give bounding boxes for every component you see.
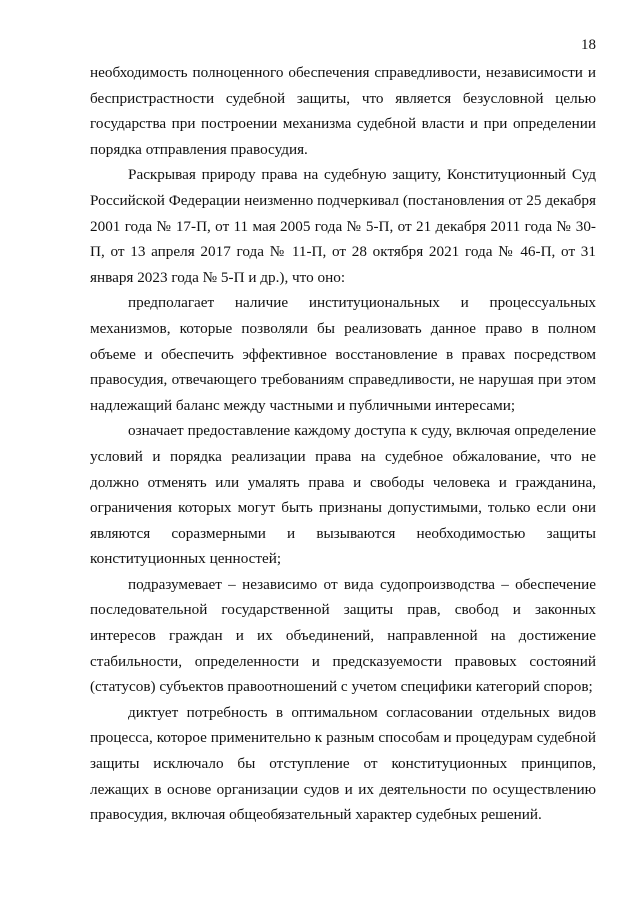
document-body: [90, 60, 596, 828]
paragraph-item-dictates: диктует потребность в оптимальном согласовании отдельных видов процесса, которое применительно к разным способам и процедурам судебной защиты исключало бы отступление от конституционных принципов, лежащих в основе организации судов и их деятельности по осуществлению правосудия, включая общеобязательный характер судебных решений.: [90, 703, 596, 824]
paragraph-intro: Раскрывая природу права на судебную защиту, Конституционный Суд Российской Федерации неизменно подчеркивал (постановления от 25 декабря 2001 года № 17-П, от 11 мая 2005 года № 5-П, от 21 декабря 2011 года № 30-П, от 13 апреля 2017 года № 11-П, от 28 октября 2021 года № 46-П, от 31 января 2023 года № 5-П и др.), что оно:: [90, 166, 596, 286]
paragraph-continued: необходимость полноценного обеспечения справедливости, независимости и беспристрастности судебной защиты, что является безусловной целью государства при построении механизма судебной власти и при определении порядка отправления правосудия.: [90, 64, 596, 158]
paragraph-item-implies: подразумевает – независимо от вида судопроизводства – обеспечение последовательной государственной защиты прав, свобод и законных интересов граждан и их объединений, направленной на достижение стабильности, определенности и предсказуемости правовых состояний (статусов) субъектов правоотношений с учетом специфики категорий споров;: [90, 575, 596, 696]
paragraph-item-presupposes: предполагает наличие институциональных и процессуальных механизмов, которые позволяли бы реализовать данное право в полном объеме и обеспечить эффективное восстановление в правах посредством правосудия, отвечающего требованиям справедливости, не нарушая при этом надлежащий баланс между частными и публичными интересами;: [90, 294, 596, 414]
page-number: 18: [581, 37, 596, 53]
paragraph-item-means: означает предоставление каждому доступа к суду, включая определение условий и порядка реализации права на судебное обжалование, что не должно отменять или умалять права и свободы человека и гражданина, ограничения которых могут быть признаны допустимыми, только если они являются соразмерными и вызываются необходимостью защиты конституционных ценностей;: [90, 422, 596, 568]
